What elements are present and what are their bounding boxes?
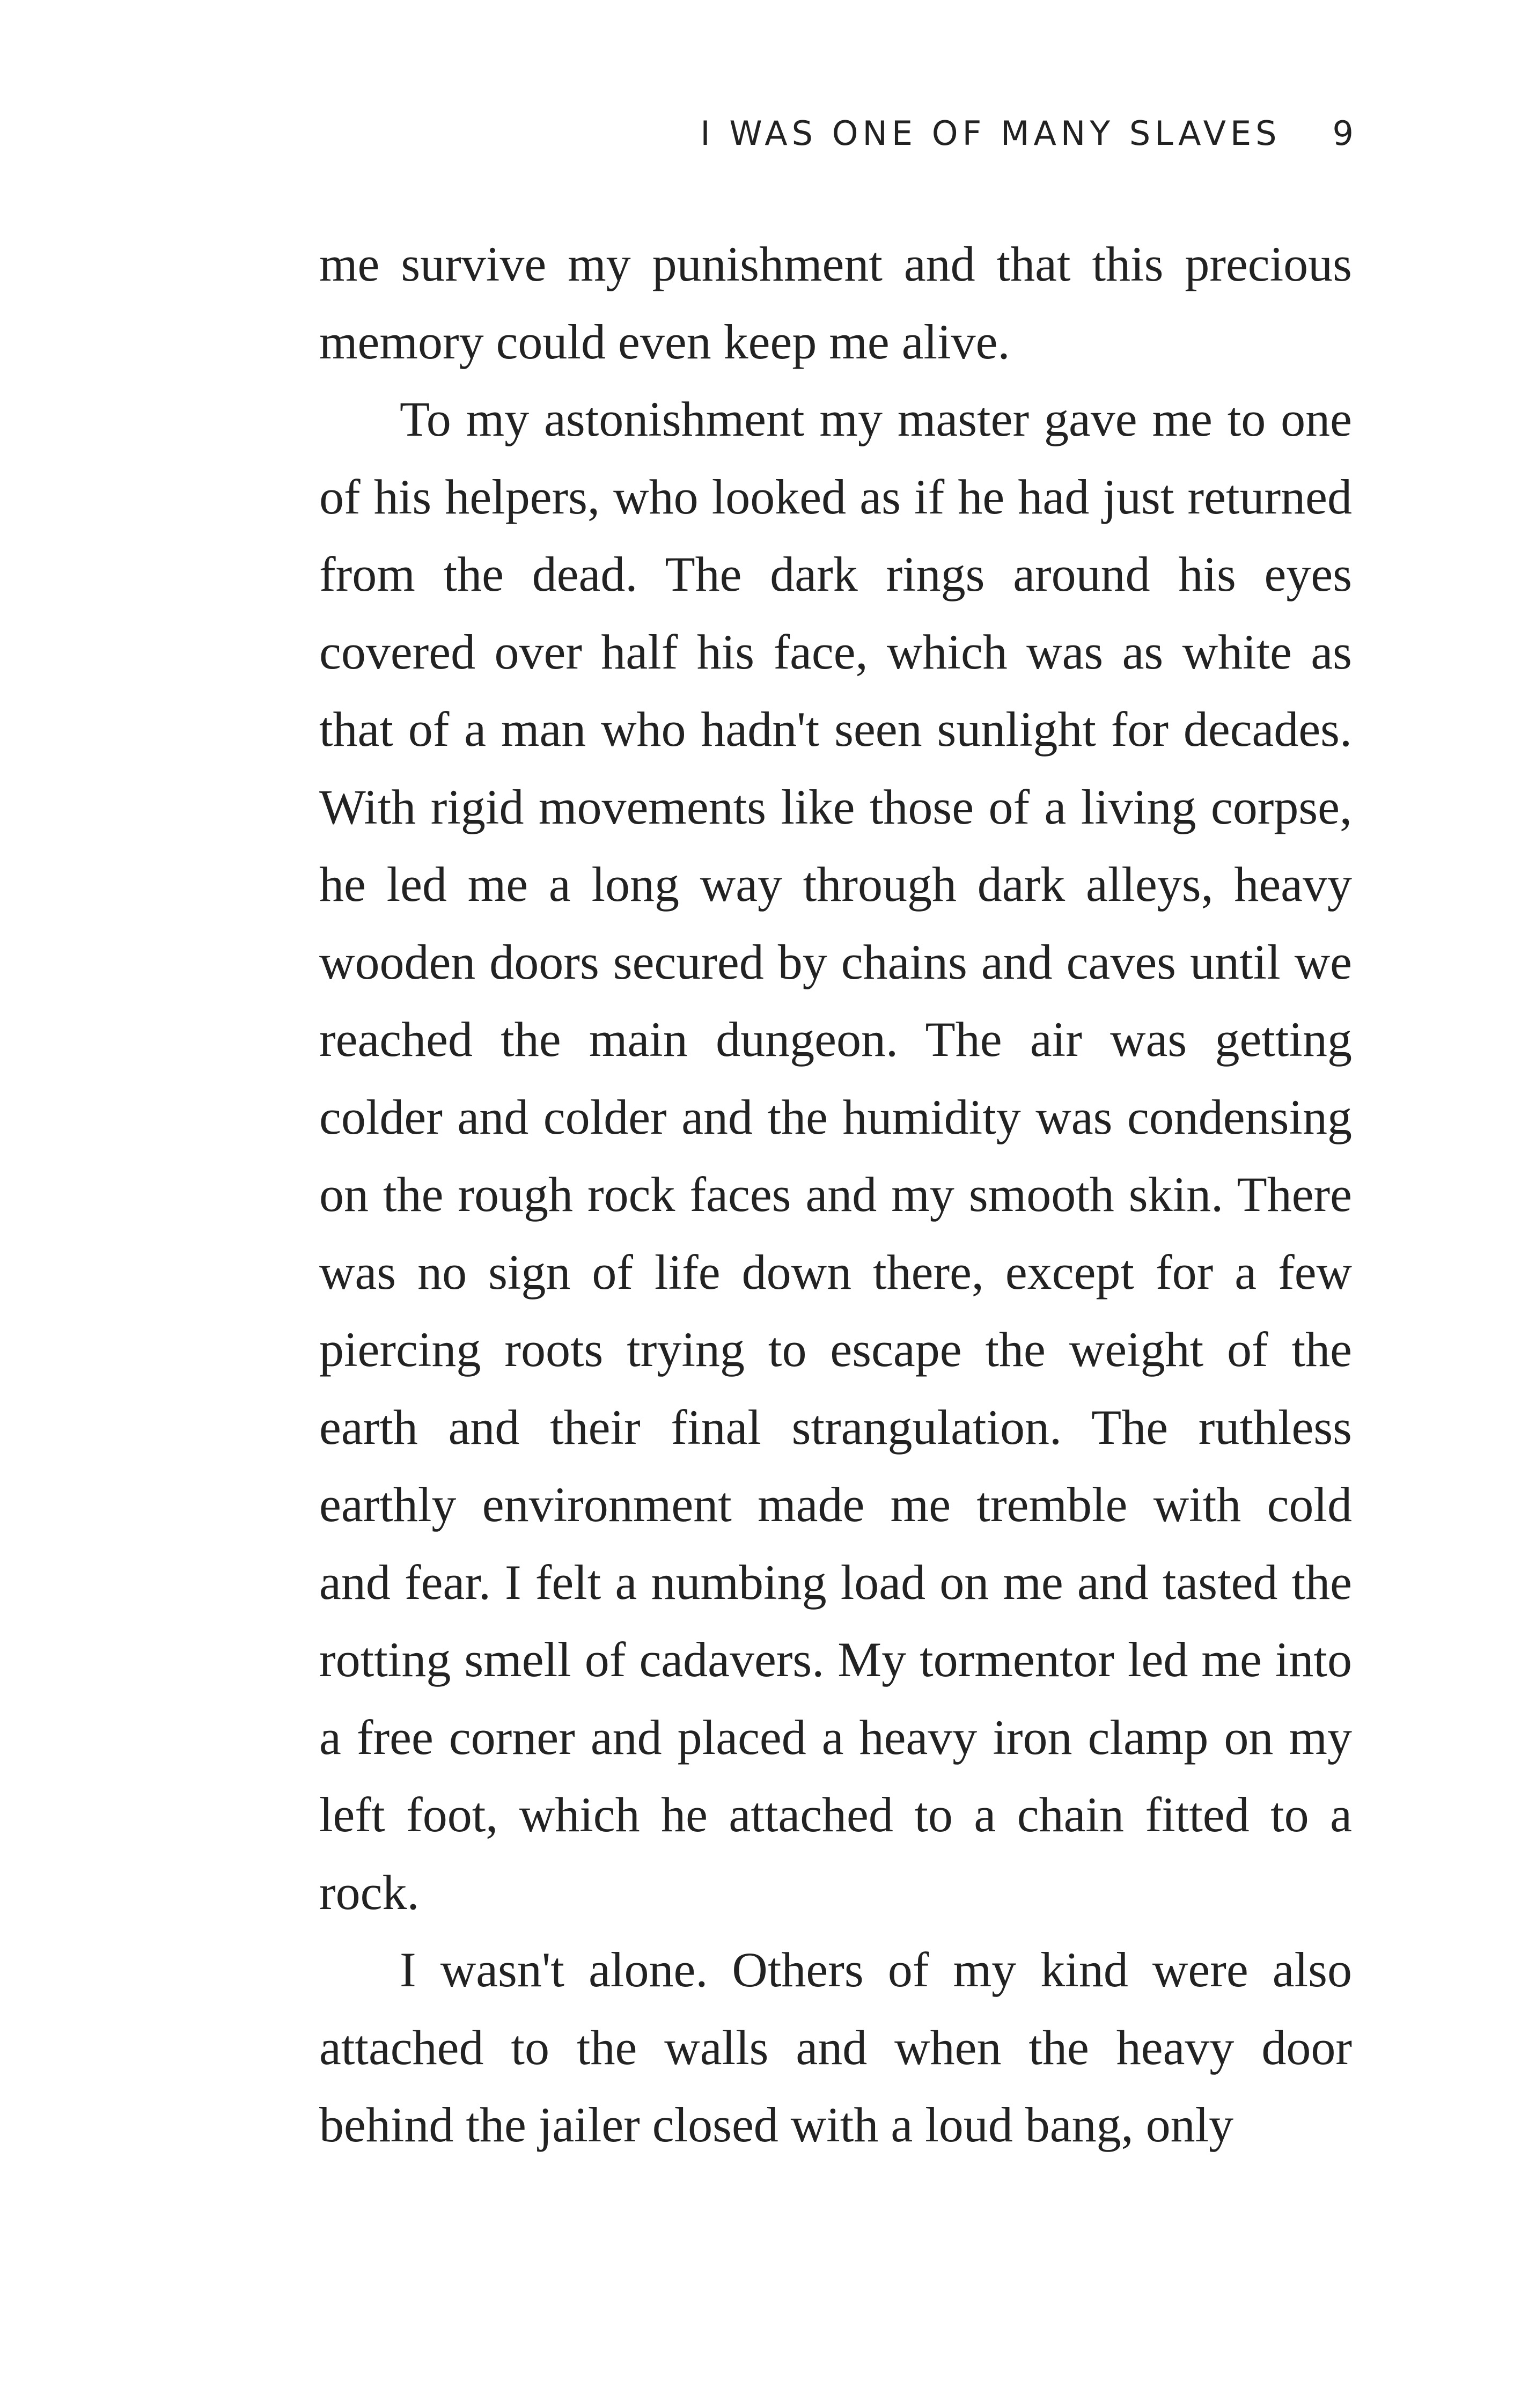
- paragraph: I wasn't alone. Others of my kind were also attached to the walls and when the heavy door behind the jailer closed with a loud bang, only: [319, 1942, 1352, 2152]
- paragraph: To my astonishment my master gave me to one of his helpers, who looked as if he had just returned from the dead. The dark rings around his eyes covered over half his face, which was as white as that of a man who hadn't seen sunlight for decades. With rigid movements like those of a living corpse, he led me a long way through dark alleys, heavy wooden doors secured by chains and caves until we reached the main dungeon. The air was getting colder and colder and the humidity was condensing on the rough rock faces and my smooth skin. There was no sign of life down there, except for a few piercing roots trying to escape the weight of the earth and their final strangulation. The ruthless earthly environment made me tremble with cold and fear. I felt a numbing load on me and tasted the rotting smell of cadavers. My tormentor led me into a free corner and placed a heavy iron clamp on my left foot, which he attached to a chain fitted to a rock.: [319, 392, 1352, 1920]
- paragraph-continued: me survive my punishment and that this precious memory could even keep me alive.: [319, 237, 1352, 369]
- running-head: [700, 114, 1354, 153]
- running-head-title: I WAS ONE OF MANY SLAVES: [700, 114, 1281, 153]
- body-text: [319, 225, 1352, 2164]
- page-number: 9: [1332, 114, 1354, 153]
